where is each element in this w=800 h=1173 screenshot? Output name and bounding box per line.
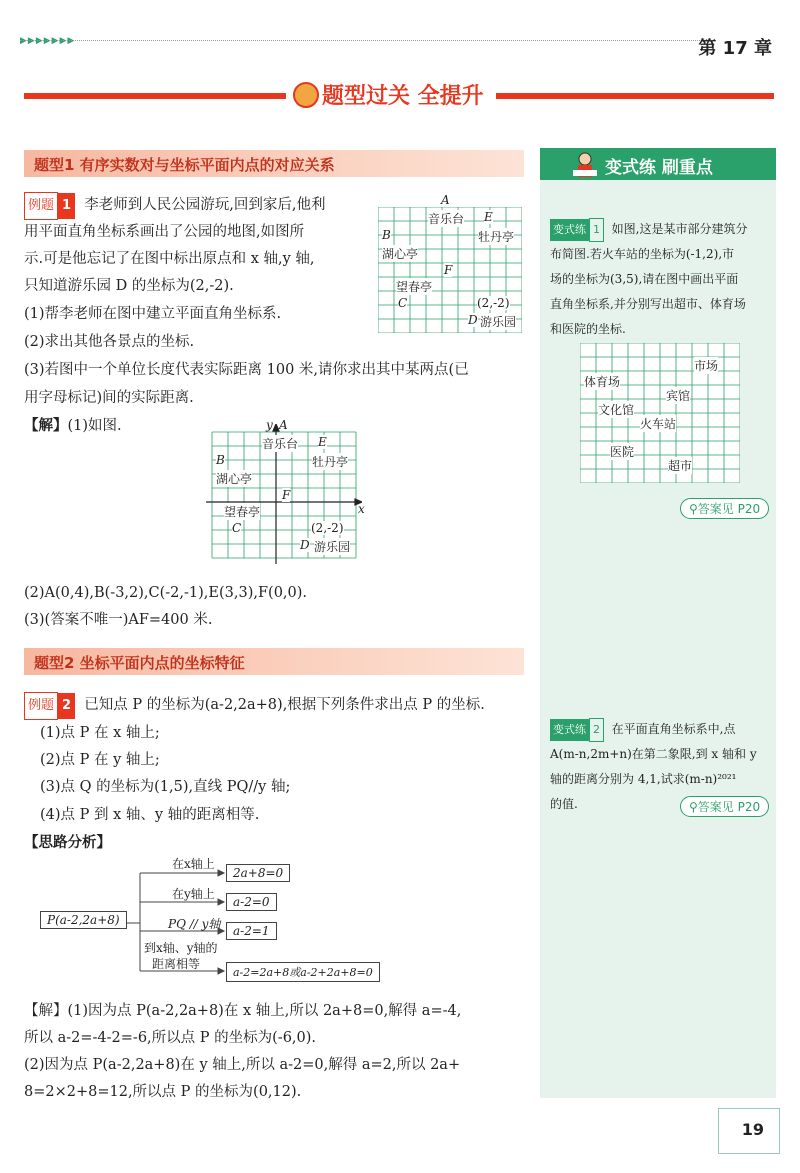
practice-2-line-2: 轴的距离分别为 4,1,试求(m-n)²⁰²¹ — [550, 772, 737, 786]
practice-1-line-4: 和医院的坐标. — [550, 322, 626, 336]
solution-2-line-2: (2)因为点 P(a-2,2a+8)在 y 轴上,所以 a-2=0,解得 a=2,所以 2a+ — [24, 1057, 461, 1073]
section-1-header — [24, 150, 524, 177]
example-label: 例题 — [24, 192, 58, 220]
example-2-line-3: (3)点 Q 的坐标为(1,5),直线 PQ//y 轴; — [40, 779, 291, 795]
hint-icon: ⚲ — [689, 502, 698, 516]
example-1-line-6: (3)若图中一个单位长度代表实际距离 100 米,请你求出其中某两点(已 — [24, 362, 469, 378]
sidebar-title: 变式练 刷重点 — [605, 158, 713, 178]
practice-2-line-1: A(m-n,2m+n)在第二象限,到 x 轴和 y — [550, 747, 757, 761]
solution-2-line-1: 所以 a-2=-4-2=-6,所以点 P 的坐标为(-6,0). — [24, 1030, 317, 1046]
flow-start-box: P(a-2,2a+8) — [40, 911, 127, 929]
lake-pavilion-label: 湖心亭 — [382, 247, 419, 261]
practice-2-line-3: 的值. — [550, 797, 578, 811]
section-2-header — [24, 648, 524, 675]
solution-1-answer-3: (3)(答案不唯一)AF=400 米. — [24, 612, 213, 628]
practice-label: 变式练 — [550, 719, 589, 741]
market-label: 市场 — [694, 359, 719, 373]
flow-condition-4a: 到x轴、y轴的 — [144, 941, 218, 955]
flow-result-1: 2a+8=0 — [226, 864, 290, 882]
practice-2-line-0: 变式练 2 在平面直角坐标系中,点 — [550, 718, 735, 742]
park-map-grid — [378, 193, 522, 333]
amusement-park-label: 游乐园 — [314, 540, 351, 554]
example-1-line-4: (1)帮李老师在图中建立平面直角坐标系. — [24, 306, 282, 322]
section-1-title: 题型1 有序实数对与坐标平面内点的对应关系 — [34, 156, 335, 174]
hotel-label: 宾馆 — [666, 389, 691, 403]
example-2-line-4: (4)点 P 到 x 轴、y 轴的距离相等. — [40, 807, 260, 823]
hint-icon: ⚲ — [689, 800, 698, 814]
example-1-line-1: 用平面直角坐标系画出了公园的地图,如图所 — [24, 224, 305, 240]
practice-number: 1 — [589, 218, 604, 242]
flow-condition-1: 在x轴上 — [172, 857, 215, 871]
practice-1-line-2: 场的坐标为(3,5),请在图中画出平面 — [550, 272, 739, 286]
spring-pavilion-label: 望春亭 — [224, 505, 261, 519]
practice-2-answer-ref: ⚲答案见 P20 — [680, 796, 769, 817]
banner-title: 题型过关 全提升 — [322, 84, 484, 109]
solution-map-grid — [212, 418, 365, 558]
point-c-label: C — [398, 296, 408, 310]
practice-1-line-3: 直角坐标系,并分别写出超市、体育场 — [550, 297, 746, 311]
point-e-label: E — [484, 210, 493, 224]
example-1-line-0: 例题 1 李老师到人民公园游玩,回到家后,他利 — [24, 192, 326, 220]
point-f-label: F — [282, 488, 291, 502]
banner-badge-icon — [293, 82, 319, 108]
point-a-label: A — [279, 418, 288, 432]
point-d-label: D — [300, 538, 310, 552]
flow-condition-4b: 距离相等 — [152, 957, 201, 971]
flow-result-4: a-2=2a+8或a-2+2a+8=0 — [226, 962, 380, 982]
analysis-flow-diagram — [40, 855, 400, 985]
flow-condition-3: PQ // y轴 — [168, 917, 221, 931]
flow-result-2: a-2=0 — [226, 893, 277, 911]
point-d-label: D — [468, 313, 478, 327]
peony-pavilion-label: 牡丹亭 — [312, 455, 349, 469]
y-axis-label: y — [266, 418, 273, 432]
example-2-line-2: (2)点 P 在 y 轴上; — [40, 752, 160, 768]
sidebar-header — [540, 148, 776, 180]
culture-hall-label: 文化馆 — [598, 403, 635, 417]
practice-1-answer-ref: ⚲答案见 P20 — [680, 498, 769, 519]
solution-1-answer-2: (2)A(0,4),B(-3,2),C(-2,-1),E(3,3),F(0,0). — [24, 585, 308, 601]
amusement-park-label: 游乐园 — [480, 315, 517, 329]
banner-line-right — [496, 93, 774, 99]
flow-condition-2: 在y轴上 — [172, 887, 215, 901]
coordinate-label: (2,-2) — [477, 296, 510, 310]
solution-label: 【解】 — [24, 417, 68, 434]
coordinate-label: (2,-2) — [311, 521, 344, 535]
solution-2-line-0: 【解】(1)因为点 P(a-2,2a+8)在 x 轴上,所以 2a+8=0,解得 a=-4, — [24, 1003, 462, 1019]
analysis-title: 【思路分析】 — [24, 835, 111, 851]
hospital-label: 医院 — [610, 445, 635, 459]
spring-pavilion-label: 望春亭 — [396, 280, 433, 294]
point-a-label: A — [441, 193, 450, 207]
example-label: 例题 — [24, 692, 58, 720]
point-e-label: E — [318, 435, 327, 449]
banner-line-left — [24, 93, 286, 99]
music-stage-label: 音乐台 — [428, 212, 465, 226]
x-axis-label: x — [358, 502, 365, 516]
header-decoration: ▶▶▶▶▶▶▶ — [20, 36, 76, 46]
practice-1-line-1: 布简图.若火车站的坐标为(-1,2),市 — [550, 247, 735, 261]
example-number: 1 — [58, 193, 75, 219]
music-stage-label: 音乐台 — [262, 437, 299, 451]
train-station-label: 火车站 — [640, 417, 677, 431]
page-number: 19 — [741, 1120, 764, 1139]
solution-1-line-1: 【解】(1)如图. — [24, 417, 122, 434]
practice-label: 变式练 — [550, 219, 589, 241]
example-number: 2 — [58, 693, 75, 719]
example-1-line-2: 示.可是他忘记了在图中标出原点和 x 轴,y 轴, — [24, 251, 315, 267]
point-c-label: C — [232, 521, 242, 535]
section-2-title: 题型2 坐标平面内点的坐标特征 — [34, 654, 245, 672]
peony-pavilion-label: 牡丹亭 — [478, 230, 515, 244]
solution-2-line-3: 8=2×2+8=12,所以点 P 的坐标为(0,12). — [24, 1084, 302, 1100]
example-1-line-5: (2)求出其他各景点的坐标. — [24, 334, 195, 350]
stadium-label: 体育场 — [584, 375, 621, 389]
point-b-label: B — [382, 228, 391, 242]
city-map-grid — [580, 343, 740, 483]
flow-result-3: a-2=1 — [226, 922, 277, 940]
header-line — [20, 40, 710, 41]
point-b-label: B — [216, 453, 225, 467]
student-icon — [570, 150, 600, 180]
practice-1-line-0: 变式练 1 如图,这是某市部分建筑分 — [550, 218, 747, 242]
point-f-label: F — [444, 263, 453, 277]
example-1-line-3: 只知道游乐园 D 的坐标为(2,-2). — [24, 278, 234, 294]
supermarket-label: 超市 — [668, 459, 693, 473]
lake-pavilion-label: 湖心亭 — [216, 472, 253, 486]
example-2-line-1: (1)点 P 在 x 轴上; — [40, 725, 160, 741]
example-1-line-7: 用字母标记)间的实际距离. — [24, 390, 194, 406]
example-2-line-0: 例题 2 已知点 P 的坐标为(a-2,2a+8),根据下列条件求出点 P 的坐标. — [24, 692, 485, 720]
practice-number: 2 — [589, 718, 604, 742]
chapter-label: 第 17 章 — [698, 38, 772, 59]
sidebar-panel — [540, 148, 776, 1098]
